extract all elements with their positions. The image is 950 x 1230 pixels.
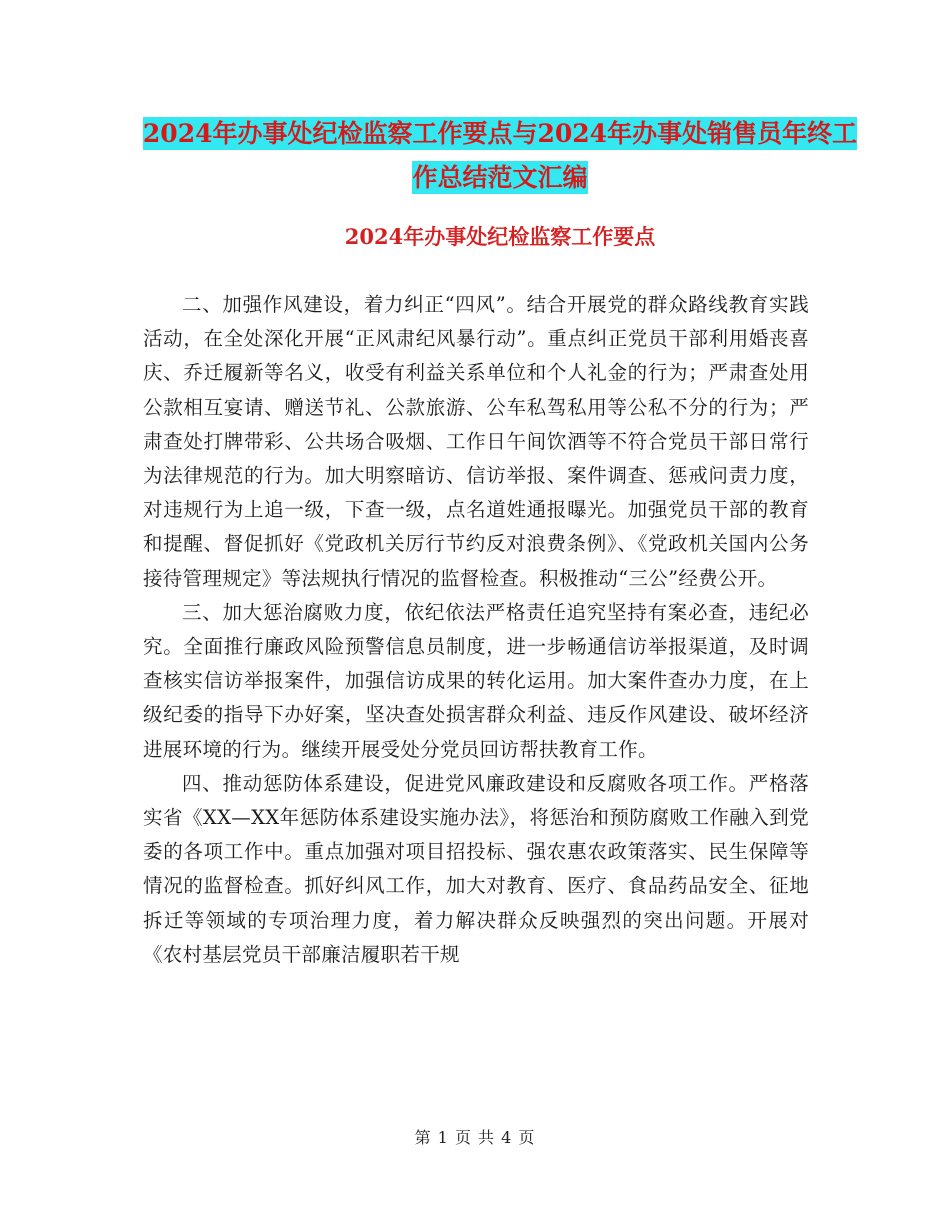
document-body xyxy=(143,288,809,972)
section-title: 2024年办事处纪检监察工作要点 xyxy=(344,224,656,249)
page-number: 第 1 页 共 4 页 xyxy=(414,1128,536,1147)
paragraph-2: 二、加强作风建设，着力纠正“四风”。结合开展党的群众路线教育实践活动，在全处深化开展“正风肃纪风暴行动”。重点纠正党员干部利用婚丧喜庆、乔迁履新等名义，收受有利益关系单位和个人礼金的行为；严肃查处用公款相互宴请、赠送节礼、公款旅游、公车私驾私用等公私不分的行为；严肃查处打牌带彩、公共场合吸烟、工作日午间饮酒等不符合党员干部日常行为法律规范的行为。加大明察暗访、信访举报、案件调查、惩戒问责力度，对违规行为上追一级，下查一级，点名道姓通报曝光。加强党员干部的教育和提醒、督促抓好《党政机关厉行节约反对浪费条例》、《党政机关国内公务接待管理规定》等法规执行情况的监督检查。积极推动“三公”经费公开。 xyxy=(143,293,809,590)
title-highlight: 2024年办事处纪检监察工作要点与2024年办事处销售员年终工作总结范文汇编 xyxy=(142,119,858,192)
paragraph-3: 三、加大惩治腐败力度，依纪依法严格责任追究坚持有案必查，违纪必究。全面推行廉政风险预警信息员制度，进一步畅通信访举报渠道，及时调查核实信访举报案件，加强信访成果的转化运用。加大案件查办力度，在上级纪委的指导下办好案，坚决查处损害群众利益、违反作风建设、破坏经济进展环境的行为。继续开展受处分党员回访帮扶教育工作。 xyxy=(143,600,809,761)
document-title xyxy=(140,112,860,200)
page-footer xyxy=(0,1126,950,1150)
paragraph-4: 四、推动惩防体系建设，促进党风廉政建设和反腐败各项工作。严格落实省《XX—XX年惩防体系建设实施办法》，将惩治和预防腐败工作融入到党委的各项工作中。重点加强对项目招投标、强农惠农政策落实、民生保障等情况的监督检查。抓好纠风工作，加大对教育、医疗、食品药品安全、征地拆迁等领域的专项治理力度，着力解决群众反映强烈的突出问题。开展对《农村基层党员干部廉洁履职若干规 xyxy=(143,771,809,966)
